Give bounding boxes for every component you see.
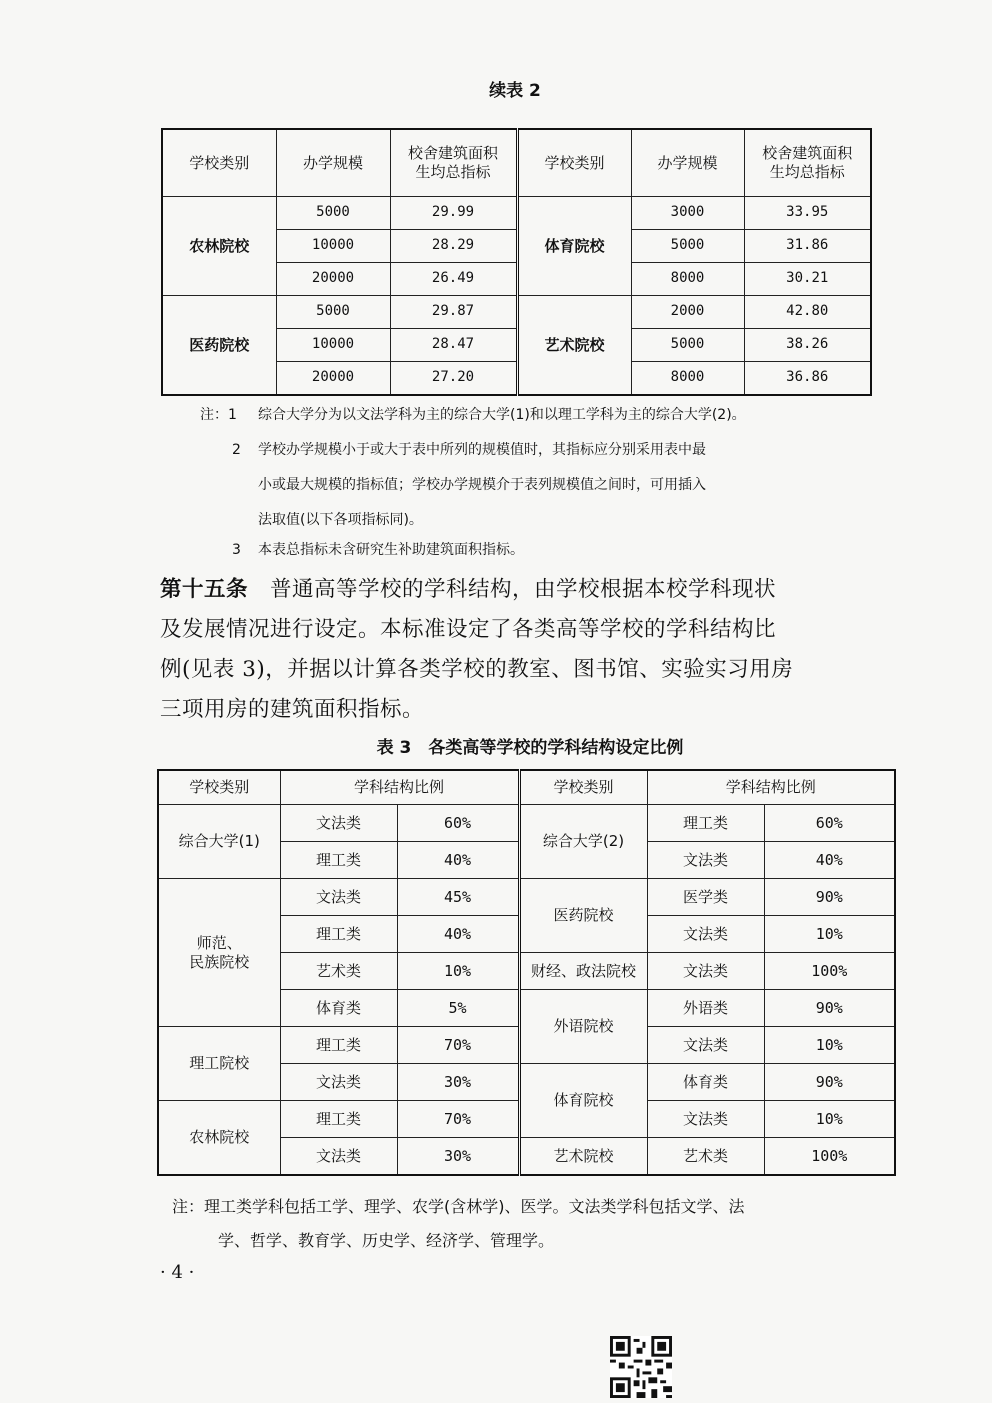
- table3-percent-cell: 30%: [397, 1138, 519, 1176]
- note-number-3: 3: [232, 542, 241, 558]
- table3-row: [158, 805, 895, 842]
- table3-discipline-cell: 理工类: [280, 1101, 397, 1138]
- table3-percent-cell: 90%: [764, 990, 895, 1027]
- table3-percent-cell: 100%: [764, 953, 895, 990]
- table2-value-cell: 36.86: [744, 362, 871, 396]
- article-line-4: 三项用房的建筑面积指标。: [160, 697, 425, 722]
- table3-percent-cell: 90%: [764, 1064, 895, 1101]
- table3-discipline-cell: 文法类: [280, 1138, 397, 1176]
- table3-percent-cell: 10%: [397, 953, 519, 990]
- table3-discipline-cell: 文法类: [647, 916, 764, 953]
- table3-discipline-cell: 理工类: [280, 916, 397, 953]
- table3-category-cell: 综合大学(1): [158, 805, 280, 879]
- table2-category-cell: 医药院校: [162, 296, 276, 396]
- table2: [161, 128, 872, 396]
- table3-discipline-cell: 理工类: [647, 805, 764, 842]
- table2-value-cell: 31.86: [744, 230, 871, 263]
- table3-discipline-cell: 文法类: [280, 1064, 397, 1101]
- table3-category-cell: 财经、政法院校: [519, 953, 647, 990]
- table3-discipline-cell: 艺术类: [280, 953, 397, 990]
- note-text-1: 综合大学分为以文法学科为主的综合大学(1)和以理工学科为主的综合大学(2)。: [258, 407, 746, 423]
- table3-header-cell: 学科结构比例: [280, 770, 519, 805]
- note-2: [232, 433, 892, 538]
- note-text-2a: 学校办学规模小于或大于表中所列的规模值时，其指标应分别采用表中最: [258, 442, 706, 458]
- table2-value-cell: 29.87: [390, 296, 517, 329]
- footnote-line-1: 注：理工类学科包括工学、理学、农学(含林学)、医学。文法类学科包括文学、法: [172, 1197, 745, 1216]
- table3-discipline-cell: 体育类: [647, 1064, 764, 1101]
- table3-category-cell: 体育院校: [519, 1064, 647, 1138]
- table2-value-cell: 29.99: [390, 197, 517, 230]
- table2-header-cell: 学校类别: [162, 129, 276, 197]
- note-text-2c: 法取值(以下各项指标同)。: [258, 512, 423, 528]
- table3-category-cell: 综合大学(2): [519, 805, 647, 879]
- table3-row: [158, 879, 895, 916]
- table2-header-cell: 办学规模: [631, 129, 744, 197]
- table3: [157, 769, 896, 1176]
- table3-percent-cell: 30%: [397, 1064, 519, 1101]
- table3-percent-cell: 10%: [764, 1027, 895, 1064]
- table3-percent-cell: 10%: [764, 916, 895, 953]
- table2-header-row: [162, 129, 871, 197]
- table2-value-cell: 26.49: [390, 263, 517, 296]
- table2-header-cell: 办学规模: [276, 129, 390, 197]
- table2-category-cell: 艺术院校: [517, 296, 631, 396]
- table2-scale-cell: 5000: [631, 230, 744, 263]
- table3-discipline-cell: 理工类: [280, 1027, 397, 1064]
- table3-percent-cell: 70%: [397, 1027, 519, 1064]
- note-label: 注：1: [200, 407, 237, 423]
- table3-header-cell: 学校类别: [158, 770, 280, 805]
- table2-scale-cell: 3000: [631, 197, 744, 230]
- table3-percent-cell: 40%: [397, 842, 519, 879]
- table3-percent-cell: 40%: [397, 916, 519, 953]
- table2-scale-cell: 5000: [276, 197, 390, 230]
- table2-scale-cell: 10000: [276, 329, 390, 362]
- table2-scale-cell: 8000: [631, 362, 744, 396]
- table2-value-cell: 30.21: [744, 263, 871, 296]
- table2-scale-cell: 5000: [276, 296, 390, 329]
- table3-category-cell: 理工院校: [158, 1027, 280, 1101]
- table3-percent-cell: 70%: [397, 1101, 519, 1138]
- table3-header-row: [158, 770, 895, 805]
- table2-scale-cell: 10000: [276, 230, 390, 263]
- table3-category-cell: 外语院校: [519, 990, 647, 1064]
- table2-value-cell: 28.47: [390, 329, 517, 362]
- article-15: [160, 570, 890, 730]
- table3-discipline-cell: 文法类: [280, 805, 397, 842]
- note-3: [232, 533, 892, 568]
- table3-discipline-cell: 艺术类: [647, 1138, 764, 1176]
- table2-scale-cell: 8000: [631, 263, 744, 296]
- note-number-2: 2: [232, 442, 241, 458]
- table3-percent-cell: 5%: [397, 990, 519, 1027]
- table3-discipline-cell: 文法类: [647, 953, 764, 990]
- article-line-2: 及发展情况进行设定。本标准设定了各类高等学校的学科结构比: [160, 617, 777, 642]
- table3-discipline-cell: 外语类: [647, 990, 764, 1027]
- table3-discipline-cell: 体育类: [280, 990, 397, 1027]
- table3-footnote: [172, 1190, 902, 1258]
- table3-percent-cell: 60%: [764, 805, 895, 842]
- table3-category-cell: 农林院校: [158, 1101, 280, 1176]
- table3-header-cell: 学校类别: [519, 770, 647, 805]
- table2-value-cell: 27.20: [390, 362, 517, 396]
- table3-percent-cell: 40%: [764, 842, 895, 879]
- table2-value-cell: 42.80: [744, 296, 871, 329]
- page-number: · 4 ·: [160, 1262, 195, 1283]
- table3-category-cell: 艺术院校: [519, 1138, 647, 1176]
- table2-category-cell: 农林院校: [162, 197, 276, 296]
- table2-category-cell: 体育院校: [517, 197, 631, 296]
- table2-row: [162, 296, 871, 329]
- table3-percent-cell: 60%: [397, 805, 519, 842]
- table3-header-cell: 学科结构比例: [647, 770, 895, 805]
- table3-percent-cell: 90%: [764, 879, 895, 916]
- note-1: [200, 398, 900, 433]
- table2-caption: 续表 2: [489, 81, 541, 101]
- table2-header-cell: 学校类别: [517, 129, 631, 197]
- table3-category-cell: 师范、 民族院校: [158, 879, 280, 1027]
- table2-header-cell: 校舍建筑面积 生均总指标: [390, 129, 517, 197]
- table3-discipline-cell: 理工类: [280, 842, 397, 879]
- table3-discipline-cell: 文法类: [647, 1101, 764, 1138]
- table3-discipline-cell: 文法类: [647, 842, 764, 879]
- footnote-line-2: 学、哲学、教育学、历史学、经济学、管理学。: [218, 1231, 555, 1250]
- table2-scale-cell: 5000: [631, 329, 744, 362]
- table2-scale-cell: 20000: [276, 362, 390, 396]
- table3-percent-cell: 45%: [397, 879, 519, 916]
- table3-category-cell: 医药院校: [519, 879, 647, 953]
- article-line-3: 例(见表 3)，并据以计算各类学校的教室、图书馆、实验实习用房: [160, 657, 794, 682]
- table3-percent-cell: 10%: [764, 1101, 895, 1138]
- table2-scale-cell: 20000: [276, 263, 390, 296]
- article-title: 第十五条: [160, 577, 249, 602]
- table2-value-cell: 28.29: [390, 230, 517, 263]
- table2-row: [162, 197, 871, 230]
- table2-value-cell: 33.95: [744, 197, 871, 230]
- table3-caption: 表 3 各类高等学校的学科结构设定比例: [376, 738, 684, 758]
- table2-header-cell: 校舍建筑面积 生均总指标: [744, 129, 871, 197]
- table3-discipline-cell: 医学类: [647, 879, 764, 916]
- table3-percent-cell: 100%: [764, 1138, 895, 1176]
- table3-discipline-cell: 文法类: [280, 879, 397, 916]
- note-text-3: 本表总指标未含研究生补助建筑面积指标。: [258, 542, 524, 558]
- table2-scale-cell: 2000: [631, 296, 744, 329]
- note-text-2b: 小或最大规模的指标值；学校办学规模介于表列规模值之间时，可用插入: [258, 477, 706, 493]
- table3-discipline-cell: 文法类: [647, 1027, 764, 1064]
- article-line-1: 普通高等学校的学科结构，由学校根据本校学科现状: [270, 577, 777, 602]
- table2-value-cell: 38.26: [744, 329, 871, 362]
- qr-code-icon: [610, 1336, 672, 1398]
